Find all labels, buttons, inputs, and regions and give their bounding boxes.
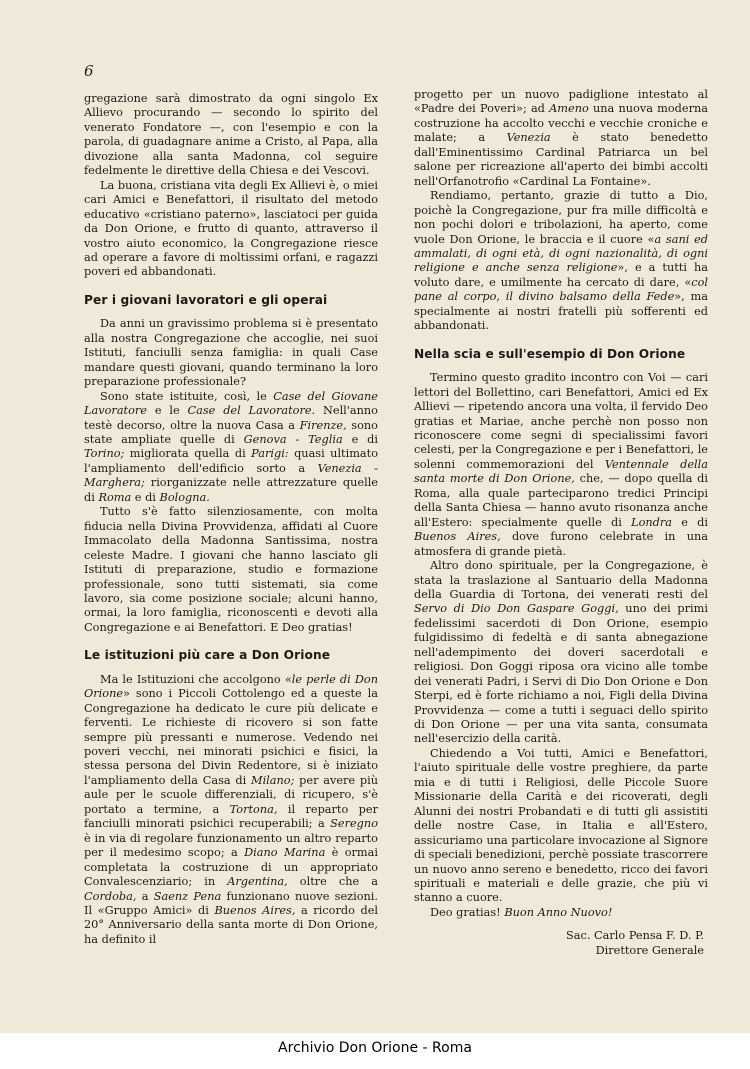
heading-nella-scia: Nella scia e sull'esempio di Don Orione bbox=[414, 346, 686, 361]
rendiamo-paragraph: Rendiamo, pertanto, grazie di tutto a Dio, poichè la Congregazione, pur fra mille difficoltà e non pochi dolori e tribolazioni, ha aperto, come vuole Don Orione, le braccia e il cuore «a sani ed ammalati, di ogni età, di ogni nazionalità, di ogni religione e anche senza religione», e a tutti ha voluto dare, e umilmente ha cercato di dare, «col pane al corpo, il divino balsamo della Fede», ma specialmente ai nostri fratelli più sofferenti ed abbandonati. bbox=[414, 189, 708, 333]
signature-name: Sac. Carlo Pensa F. D. P. bbox=[566, 929, 704, 943]
page-number: 6 bbox=[84, 62, 94, 80]
section1-paragraph-1: Da anni un gravissimo problema si è presentato alla nostra Congregazione che accoglie, nei suoi Istituti, fanciulli senza famiglia: in quali Case mandare questi giovani, quando terminano la loro preparazione professionale? bbox=[84, 317, 378, 389]
intro-paragraph-2: La buona, cristiana vita degli Ex Allievi è, o miei cari Amici e Benefattori, il risultato del metodo educativo «cristiano paterno», lasciatoci per guida da Don Orione, e frutto di quanto, attraverso il vostro aiuto economico, la Congregazione riesce ad operare a favore di moltissimi orfani, e ragazzi poveri ed abbandonati. bbox=[84, 178, 378, 279]
section3-paragraph-4: Deo gratias! Buon Anno Nuovo! bbox=[430, 905, 613, 919]
section1-paragraph-3: Tutto s'è fatto silenziosamente, con molta fiducia nella Divina Provvidenza, affidati al Cuore Immacolato della Madonna Santissima, nostra celeste Madre. I giovani che hanno lasciato gli Istituti di preparazione, studio e formazione professionale, sono tutti sistemati, sia come lavoro, sia come posizione sociale; alcuni hanno, ormai, la loro famiglia, riconoscenti e devoti alla Congregazione e ai Benefattori. E Deo gratias! bbox=[84, 505, 378, 634]
signature-title: Direttore Generale bbox=[595, 944, 704, 958]
section2-paragraph-1: Ma le Istituzioni che accolgono «le perle di Don Orione» sono i Piccoli Cottolengo ed a queste la Congregazione ha dedicato le cure più delicate e ferventi. Le richieste di ricovero si son fatte sempre più pressanti e numerose. Vedendo nei poveri vecchi, nei minorati psichici e fisici, la stessa persona del Divin Redentore, si è iniziato l'ampliamento della Casa di Milano; per avere più aule per le scuole differenziali, di ricupero, s'è portato a termine, a Tortona, il reparto per fanciulli minorati psichici recuperabili; a Seregno è in via di regolare funzionamento un altro reparto per il medesimo scopo; a Diano Marina è ormai completata la costruzione di un appropriato Convalescenziario; in Argentina, oltre che a Cordoba, a Saenz Pena funzionano nuove sezioni. Il «Gruppo Amici» di Buenos Aires, a ricordo del 20° Anniversario della santa morte di Don Orione, ha definito il bbox=[84, 672, 378, 946]
intro-paragraph-1: gregazione sarà dimostrato da ogni singolo Ex Allievo procurando — secondo lo spirito del venerato Fondatore —, con l'esempio e con la parola, di guadagnare anime a Cristo, al Papa, alla divozione alla santa Madonna, col seguire fedelmente le direttive della Chiesa e dei Vescovi. bbox=[84, 92, 378, 178]
left-column bbox=[84, 92, 378, 947]
right-column bbox=[414, 88, 708, 958]
section3-paragraph-2: Altro dono spirituale, per la Congregazione, è stata la traslazione al Santuario della Madonna della Guardia di Tortona, dei venerati resti del Servo di Dio Don Gaspare Goggi, uno dei primi fedelissimi sacerdoti di Don Orione, esempio fulgidissimo di fedeltà e di santa abnegazione nell'adempimento dei doveri sacerdotali e religiosi. Don Goggi riposa ora vicino alle tombe dei venerati Padri, i Servi di Dio Don Orione e Don Sterpi, ed è forte richiamo a noi, Figli della Divina Provvidenza — come a tutti i seguaci dello spirito di Don Orione — per una vita santa, consumata nell'esercizio della carità. bbox=[414, 559, 708, 746]
continuation-paragraph: progetto per un nuovo padiglione intestato al «Padre dei Poveri»; ad Ameno una nuova moderna costruzione ha accolto vecchi e vecchie croniche e malate; a Venezia è stato benedetto dall'Eminentissimo Cardinal Patriarca un bel salone per ricreazione all'aperto dei bimbi accolti nell'Orfanotrofio «Cardinal La Fontaine». bbox=[414, 88, 709, 188]
section1-paragraph-2: Sono state istituite, così, le Case del Giovane Lavoratore e le Case del Lavoratore. Nell'anno testè decorso, oltre la nuova Casa a Firenze, sono state ampliate quelle di Genova - Teglia e di Torino; migliorata quella di Parigi: quasi ultimato l'ampliamento dell'edificio sorto a Venezia - Marghera; riorganizzate nelle attrezzature quelle di Roma e di Bologna. bbox=[84, 389, 378, 504]
section3-paragraph-1: Termino questo gradito incontro con Voi — cari lettori del Bollettino, cari Benefattori, Amici ed Ex Allievi — ripetendo ancora una volta, il fervido Deo gratias et Mariae, anche perchè non posso non riconoscere come segni di specialissimi favori celesti, per la Congregazione e per i Benefattori, le solenni commemorazioni del Ventennale della santa morte di Don Orione, che, — dopo quella di Roma, alla quale parteciparono tredici Principi della Santa Chiesa — hanno avuto risonanza anche all'Estero: specialmente quelle di Londra e di Buenos Aires, dove furono celebrate in una atmosfera di grande pietà. bbox=[414, 371, 708, 558]
signature-block bbox=[414, 928, 708, 958]
archive-footer: Archivio Don Orione - Roma bbox=[278, 1040, 472, 1056]
heading-giovani-lavoratori: Per i giovani lavoratori e gli operai bbox=[84, 292, 328, 307]
section3-paragraph-3: Chiedendo a Voi tutti, Amici e Benefattori, l'aiuto spirituale delle vostre preghiere, da parte mia e di tutti i Religiosi, delle Piccole Suore Missionarie della Carità e dei ricoverati, degli Alunni dei nostri Probandati e di tutti gli assistiti delle nostre Case, in Italia e all'Estero, assicuriamo una particolare invocazione al Signore di speciali benedizioni, perchè possiate trascorrere un nuovo anno sereno e benedetto, ricco dei favori spirituali e materiali e delle grazie, che più vi stanno a cuore. bbox=[414, 746, 708, 905]
heading-istituzioni-care: Le istituzioni più care a Don Orione bbox=[84, 648, 331, 663]
